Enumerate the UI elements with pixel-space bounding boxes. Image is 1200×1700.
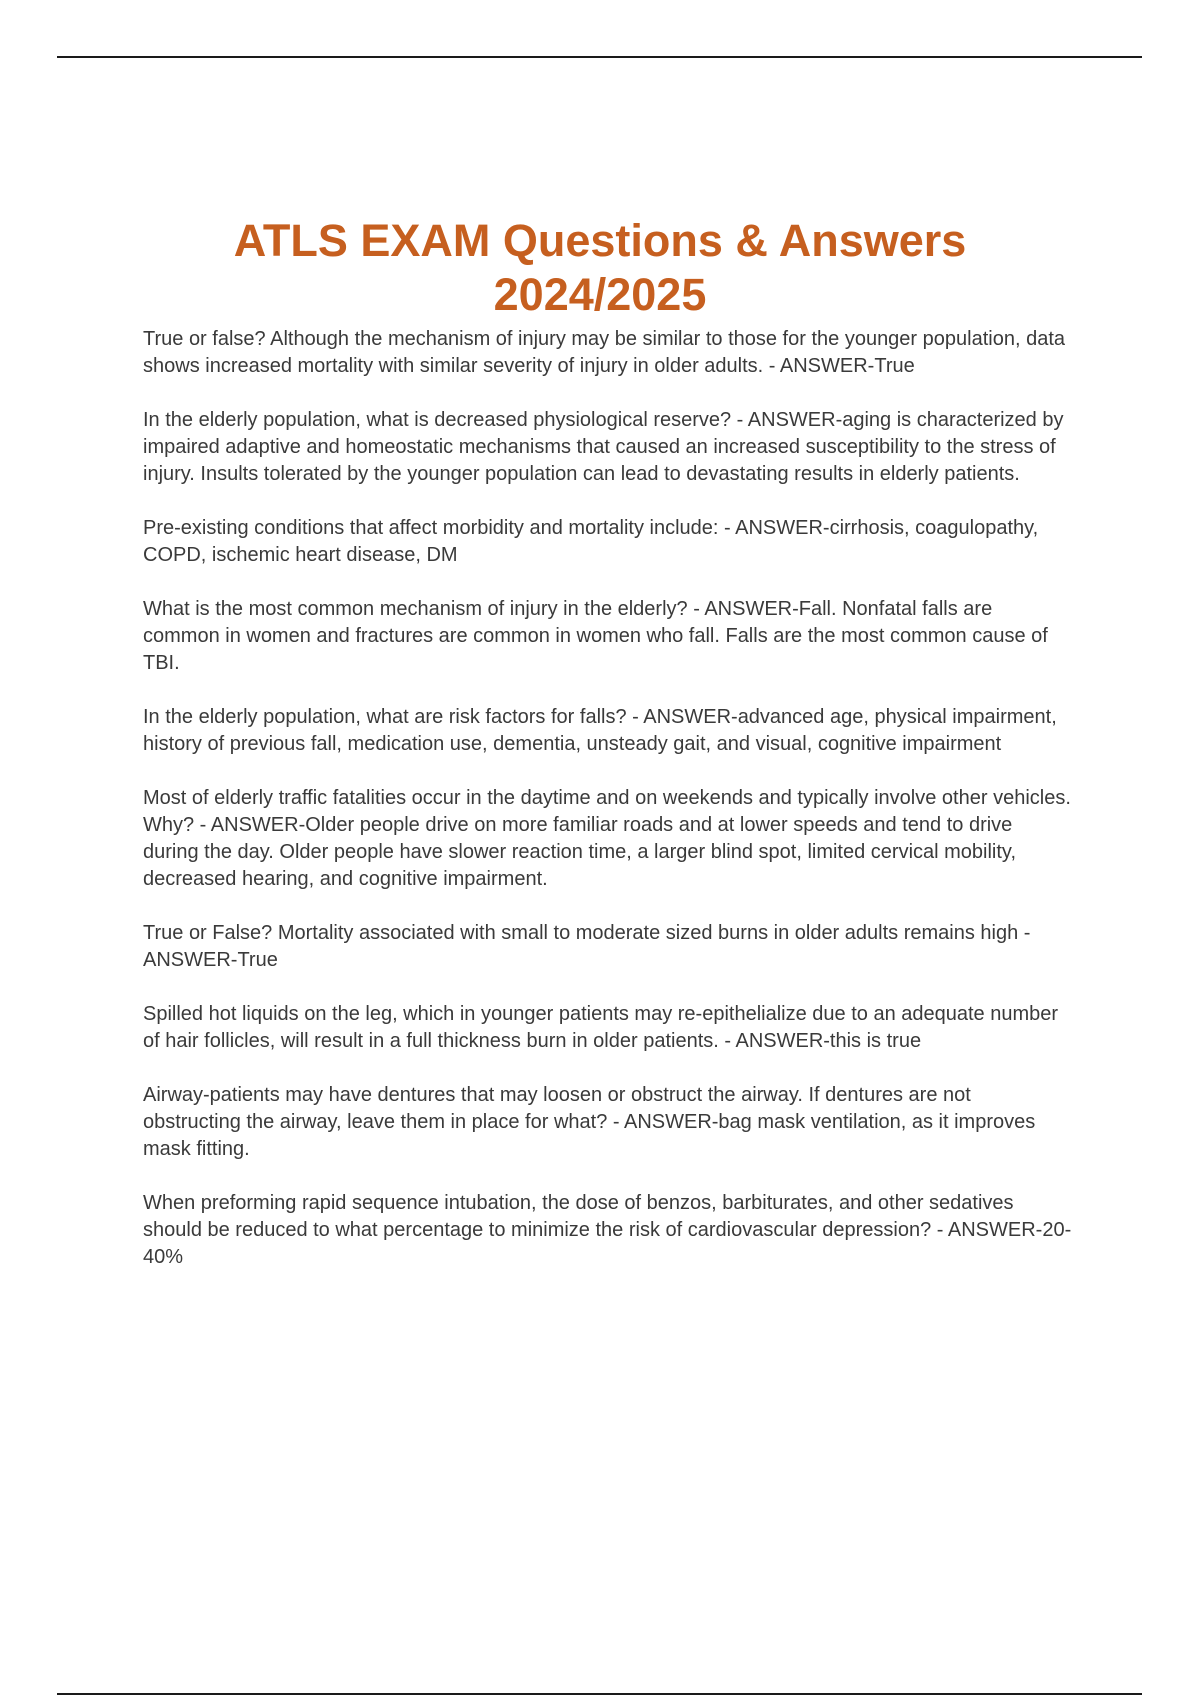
qa-item: In the elderly population, what are risk factors for falls? - ANSWER-advanced age, physical impairment, history of previous fall, medication use, dementia, unsteady gait, and visual, cognitive impairment bbox=[143, 706, 1057, 755]
qa-item: Most of elderly traffic fatalities occur in the daytime and on weekends and typically involve other vehicles. Why? - ANSWER-Older people drive on more familiar roads and at lower speeds and tend to drive during the day. Older people have slower reaction time, a larger blind spot, limited cervical mobility, decreased hearing, and cognitive impairment. bbox=[143, 787, 1071, 890]
bottom-divider bbox=[57, 1693, 1142, 1695]
title-line-1: ATLS EXAM Questions & Answers bbox=[233, 215, 967, 266]
top-divider bbox=[57, 56, 1142, 58]
qa-item: When preforming rapid sequence intubation, the dose of benzos, barbiturates, and other sedatives should be reduced to what percentage to minimize the risk of cardiovascular depression? - ANSWER-20-40% bbox=[143, 1192, 1072, 1268]
qa-list bbox=[143, 326, 1073, 1298]
qa-item: Pre-existing conditions that affect morbidity and mortality include: - ANSWER-cirrhosis, coagulopathy, COPD, ischemic heart disease, DM bbox=[143, 517, 1039, 566]
qa-item: True or False? Mortality associated with small to moderate sized burns in older adults remains high - ANSWER-True bbox=[143, 922, 1031, 971]
qa-item: In the elderly population, what is decreased physiological reserve? - ANSWER-aging is characterized by impaired adaptive and homeostatic mechanisms that caused an increased susceptibility to the stress of injury. Insults tolerated by the younger population can lead to devastating results in elderly patients. bbox=[143, 409, 1064, 485]
title-line-2: 2024/2025 bbox=[493, 269, 707, 320]
qa-item: Spilled hot liquids on the leg, which in younger patients may re-epithelialize due to an adequate number of hair follicles, will result in a full thickness burn in older patients. - ANSWER-this is true bbox=[143, 1003, 1059, 1052]
qa-item: What is the most common mechanism of injury in the elderly? - ANSWER-Fall. Nonfatal falls are common in women and fractures are common in women who fall. Falls are the most common cause of TBI. bbox=[143, 598, 1048, 674]
document-title bbox=[0, 214, 1200, 322]
qa-item: Airway-patients may have dentures that may loosen or obstruct the airway. If dentures are not obstructing the airway, leave them in place for what? - ANSWER-bag mask ventilation, as it improves mask fitting. bbox=[143, 1084, 1036, 1160]
qa-item: True or false? Although the mechanism of injury may be similar to those for the younger population, data shows increased mortality with similar severity of injury in older adults. - ANSWER-True bbox=[143, 328, 1065, 377]
